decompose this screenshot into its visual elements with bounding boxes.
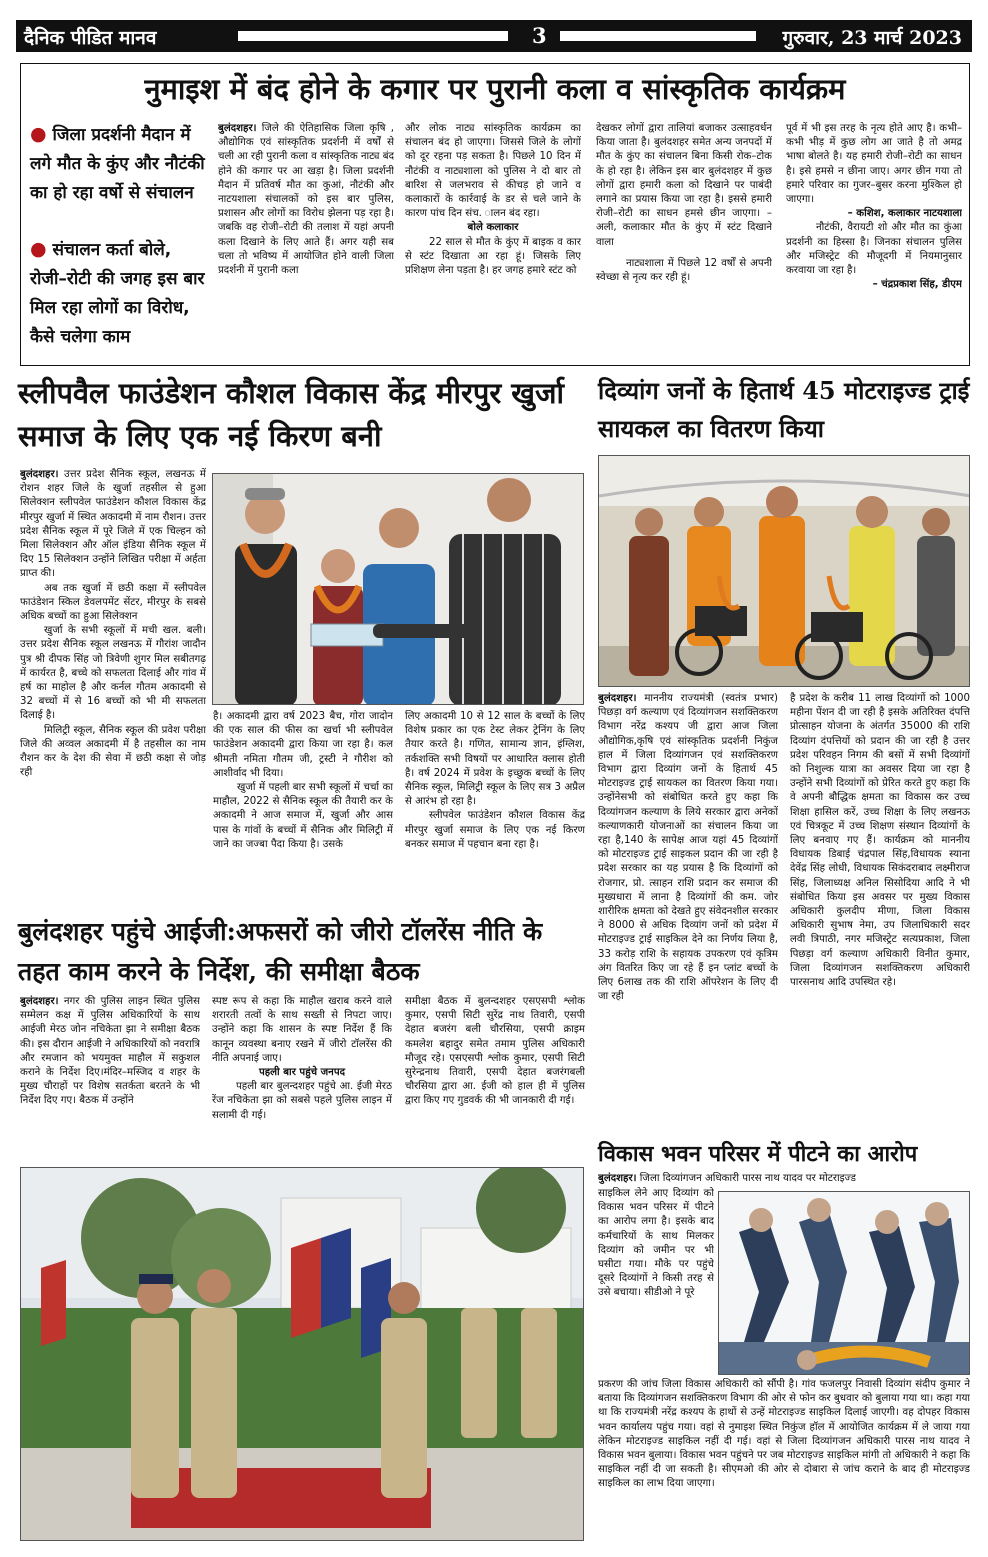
story5-wrap-text: साइकिल लेने आए दिव्यांग को विकास भवन परिसर में पीटने का आरोप लगा है। इसके बाद कर्मचारियों के साथ मिलकर दिव्यांग को जमीन पर भी घसीटा गया। मौके पर पहुंचे दूसरे दिव्यांगों ने किसी तरह से उसे बचाया। सीडीओ ने पूरे — [598, 1188, 714, 1299]
story1-col1-text: जिले की ऐतिहासिक जिला कृषि , औद्योगिक एवं सांस्कृतिक प्रदर्शनी में वर्षों से चली आ रही पुरानी कला व सांस्कृतिक नाट्य बंद होने की कगार पर आ खड़ा है। जिला प्रदर्शनी मैदान में प्रतिवर्ष मौत का कुआं, नौटंकी और नाटयशाला संचालकों को इस बार पुलिस, प्रशासन और लोगों का विरोध झेलना पड़ रहा है। जबकि वह रोजी–रोटी की तलाश में यहां अपनी कला दिखाने के लिए आते हैं। अगर यही सब चला तो भविष्य में आयोजित होने वाली जिला प्रदर्शनी में पुरानी कला — [218, 123, 394, 277]
story3-headline: दिव्यांग जनों के हितार्थ 45 मोटराइज्ड ट्राई सायकल का वितरण किया — [598, 376, 970, 443]
story1-bullet1-text: जिला प्रदर्शनी मैदान में लगे मौत के कुंए और नौटंकी का हो रहा वर्षो से संचालन — [30, 125, 205, 203]
police-salute-photo — [20, 1167, 584, 1541]
story1-signature1: – कशिश, कलाकार नाटयशाला — [847, 208, 962, 220]
story4-col1-text: नगर की पुलिस लाइन स्थित पुलिस सम्मेलन कक्ष में पुलिस अधिकारियों के साथ आईजी मेरठ जोन नचिकेता झा ने समीक्षा बैठक की। इस दौरान आईजी ने अधिकारियों को नवरात्रि और रमजान को भयमुक्त माहौल में सकुशल कराने के निर्देश दिए।मंदिर–मस्जिद व शहर के मुख्य चौराहों पर विशेष सतर्कता बरतने के भी निर्देश दिए गए। बैठक में उन्होंने — [20, 996, 200, 1107]
story4-col3-text: समीक्षा बैठक में बुलन्दशहर एसएसपी श्लोक कुमार, एसपी सिटी सुरेंद्र नाथ तिवारी, एसपी देहात बजरंग बली चौरसिया, एसपी क्राइम कमलेश बहादुर समेत तमाम पुलिस अधिकारी मौजूद रहे। एसएसपी श्लोक कुमार, एसपी सिटी सुरेन्द्रनाथ तिवारी, एसपी देहात बजरंगबली चौरसिया द्वारा आ. ईजी को हाल ही में पुलिस द्वारा किए गए गुडवर्क की भी जानकारी दी गई। — [405, 996, 585, 1107]
dateline: बुलंदशहर। — [218, 123, 257, 134]
tricycle-distribution-illustration — [599, 456, 970, 687]
dateline: बुलंदशहर। — [598, 1173, 637, 1184]
story5-lead-text: जिला दिव्यांगजन अधिकारी पारस नाथ यादव पर मोटराइज्ड — [639, 1173, 856, 1184]
story2-col1a: उत्तर प्रदेश सैनिक स्कूल, लखनऊ में रोशन शहर जिले के खुर्जा तहसील से हुआ सिलेक्शन स्लीपवेल फाउंडेशन कौशल विकास केंद्र मीरपुर खुर्जा में स्थित अकादमी में नाम रौशन। उत्तर प्रदेश सैनिक स्कूल में पूरे जिले में एक चिल्हन को मिला सिलेक्शन और ऑल इंडिया सैनिक स्कूल में दिए 15 सिलेक्शन उन्होंने लिखित परीक्षा में अर्हता प्राप्त की। — [20, 469, 206, 580]
story1-col2a: और लोक नाट्य सांस्कृतिक कार्यक्रम का संचालन बंद हो जाएगा। जिससे जिले के लोगों को दूर रहना पड़ सकता है। पिछले 10 दिन में नौटंकी व नाट्यशाला को पुलिस ने दो बार तो बारिश से जलभराव से कीचड़ हो जाने व कलाकारों के कार्रवाई के डर से चले जाने के कारण पांच दिन संच. ालन बंद रहा। — [405, 123, 581, 220]
bullet-dot: ● — [30, 238, 47, 260]
bullet-dot: ● — [30, 123, 47, 145]
story2-col3 — [405, 710, 585, 906]
story1-subhead: बोले कलाकार — [467, 222, 519, 234]
story5-headline: विकास भवन परिसर में पीटने का आरोप — [598, 1141, 918, 1167]
story1-col2b: 22 साल से मौत के कुंए में बाइक व कार से स्टंट दिखाता आ रहा हूं। जिसके लिए प्रशिक्षण लेना पड़ता है। हर जगह हमारे स्टंट को — [405, 236, 581, 277]
story4-headline: बुलंदशहर पहुंचे आईजी:अफसरों को जीरो टॉलरेंस नीति के तहत काम करने के निर्देश, की समीक्षा बैठक — [18, 917, 543, 986]
story1-signature2: – चंद्रप्रकाश सिंह, डीएम — [872, 279, 962, 291]
story3-col1-text: माननीय राज्यमंत्री (स्वतंत्र प्रभार) पिछड़ा वर्ग कल्याण एवं दिव्यांगजन सशक्तिकरण विभाग नरेंद्र कश्यप जी द्वारा आज जिला औद्योगिक,कृषि एवं सांस्कृतिक प्रदर्शनी निकुंज हाल में जिला दिव्यांगजन एवं सशक्तिकरण विभाग द्वारा दिव्यांग जनों के हितार्थ 45 मोटराइज्ड ट्राई सायकल का वितरण किया गया।उन्होंनेसभी को संबोधित करते हुए कहा कि दिव्यांगजन कल्याण के लिये सरकार द्वारा अनेकों कल्याणकारी योजनाओं का संचालन किया जा रहा है,140 के सापेक्ष आज यहां 45 दिव्यांगों को मोटराइज्ड ट्राई साइकल प्रदान की जा रही है प्रदेश सरकार का यह प्रयास है कि दिव्यांगों को रोजगार, प्रो. त्साहन राशि प्रदान कर समाज की मुख्यधारा में लाना है दिव्यांगों की कम. जोर शारीरिक क्षमता को देखते हुए संवेदनशील सरकार ने 8000 से अधिक दिव्यांग जनों को प्रदेश में मोटराइज्ड ट्राई साइकिल देने का निर्णय लिया है, 33 करोड़ राशि के सहायक उपकरण एवं कृत्रिम अंग वितरित किए जा रहे हैं इन प्लांट बच्चों के लिए 6लाख तक की राशि ऑपरेशन के लिए दी जा रही — [598, 693, 778, 1003]
paper-name: दैनिक पीडित मानव — [24, 27, 157, 49]
story5-wrap — [598, 1187, 714, 1377]
story1-col3b: नाट्यशाला में पिछले 12 वर्षों से अपनी स्वेच्छा से नृत्य कर रही हूं। — [596, 257, 772, 284]
story5-body-text: प्रकरण की जांच जिला विकास अधिकारी को सौंपी है। गांव फजलपुर निवासी दिव्यांग संदीप कुमार ने बताया कि दिव्यांगजन सशक्तिकरण विभाग की ओर से फोन कर बुधवार को बुलाया गया था। कहा गया था कि राज्यमंत्री नरेंद्र कश्यप के हाथों से उन्हें मोटराइज्ड साइकिल दिलाई जाएगी। वह दोपहर विकास भवन कार्यालय पहुंच गया। वहां से नुमाइश स्थित निकुंज हॉल में आयोजित कार्यक्रम में ले जाया गया लेकिन मोटराइज्ड साइकिल नहीं दी गई। वहां से जिला दिव्यांगजन अधिकारी पारस नाथ यादव ने विकास भवन बुलाया। विकास भवन पहुंचने पर जब मोटराइज्ड साइकिल मांगी तो अधिकारी ने कहा कि साइकिल नहीं दी जा सकती है। सीएमओ की ओर से दोबारा से जांच कराने के बाद ही मोटराइज्ड साइकिल का लाभ दिया जाएगा। — [598, 1379, 970, 1490]
dateline: बुलंदशहर। — [598, 693, 637, 704]
assault-cartoon-illustration — [719, 1192, 970, 1375]
masthead-band-right — [560, 31, 756, 41]
assault-cartoon — [718, 1191, 970, 1375]
story3-col2-text: है प्रदेश के करीब 11 लाख दिव्यांगों को 1000 महीना पेंशन दी जा रही है इसके अतिरिक्त दंपत्ति प्रोत्साहन योजना के अंतर्गत 35000 की राशि दिव्यांग दंपत्तियों को प्रदान की जा रही है उत्तर प्रदेश परिवहन निगम की बसों में सभी दिव्यांगों को निशुल्क यात्रा का अवसर दिया जा रहा है उन्होंने सभी दिव्यांगों को प्रेरित करते हुए कहा कि वे अपनी बौद्धिक क्षमता का विकास कर उच्च शिक्षा हासिल करें, उच्च शिक्षा के लिए लखनऊ एवं चित्रकूट में उच्च शिक्षण संस्थान दिव्यांगों के लिए बनवाए गए हैं। कार्यक्रम को माननीय विधायक डिबाई चंद्रपाल सिंह,विधायक स्याना देवेंद्र सिंह लोधी, विधायक सिकंदराबाद लक्ष्मीराज सिंह, जिलाध्यक्ष अनिल सिसोदिया आदि ने भी संबोधित किया इस अवसर पर मुख्य विकास अधिकारी कुलदीप मीणा, जिला विकास अधिकारी सुभाष नेमा, उप जिलाधिकारी सदर लवी त्रिपाठी, नगर मजिस्ट्रेट सत्यप्रकाश, जिला पिछड़ा वर्ग कल्याण अधिकारी विनीत कुमार, जिला दिव्यांगजन सशक्तिकरण अधिकारी पारसनाथ आदि उपस्थित रहे। — [790, 693, 970, 989]
story4-col3 — [405, 995, 585, 1163]
story2-col1b: अब तक खुर्जा में छठी कक्षा में स्लीपवेल फाउंडेशन स्किल डेवलपमेंट सेंटर, मीरपुर के सबसे अधिक बच्चों का हुआ सिलेक्शन — [20, 582, 206, 623]
story2-col2 — [213, 710, 393, 906]
page-number: 3 — [532, 23, 547, 48]
story2-col3b: स्लीपवेल फाउंडेशन कौशल विकास केंद्र मीरपुर खुर्जा समाज के लिए एक नई किरण बनकर समाज में पहचान बना रहा है। — [405, 810, 585, 850]
story3-col1 — [598, 692, 778, 1132]
story1-bullet1 — [30, 120, 206, 208]
story1-col2 — [405, 122, 581, 358]
story2-col1d: मिलिट्री स्कूल, सैनिक स्कूल की प्रवेश परीक्षा जिले की अव्वल अकादमी में है तहसील का नाम रौशन कर के देश की सेवा में छठी कक्षा से जोड़ रही — [20, 724, 206, 779]
story4-col2b: पहली बार बुलन्दशहर पहुंचे आ. ईजी मेरठ रेंज नचिकेता झा को सबसे पहले पुलिस लाइन में सलामी दी गई। — [212, 1081, 392, 1121]
story2-headline: स्लीपवैल फाउंडेशन कौशल विकास केंद्र मीरपुर खुर्जा समाज के लिए एक नई किरण बनी — [18, 376, 565, 453]
masthead — [16, 20, 972, 52]
story1-col3a: देखकर लोगों द्वारा तालियां बजाकर उत्साहवर्धन किया जाता है। बुलंदशहर समेत अन्य जनपदों में मौत के कुंए का संचालन बिना किसी रोक–टोक के हो रहा है। लेकिन इस बार बुलंदशहर में कुछ लोगों द्वारा हमारी कला को दिखाने पर पाबंदी लगाने का प्रयास किया जा रहा है। इससे हमारी रोजी–रोटी का साधन हमसे छीन जाएगा। – अली, कलाकार मौत के कुंए में स्टंट दिखाने वाला — [596, 123, 772, 248]
dateline: बुलंदशहर। — [20, 996, 59, 1007]
story1-bullet2 — [30, 235, 206, 352]
issue-date: गुरुवार, 23 मार्च 2023 — [782, 27, 962, 49]
story2-col2b: खुर्जा में पहली बार सभी स्कूलों में चर्चा का माहौल, 2022 से सैनिक स्कूल की तैयारी कर के अकादमी ने आज समाज में, खुर्जा और आस पास के गांवों के बच्चों में सैनिक और मिलिट्री में जाने का जज्बा पैदा किया है। उसके — [213, 782, 393, 850]
story2-col1 — [20, 468, 206, 906]
story1-col4 — [786, 122, 962, 358]
story5-body — [598, 1378, 970, 1533]
skill-centre-photo — [212, 473, 584, 705]
story2-col2a: है। अकादमी द्वारा वर्ष 2023 बैच, गोरा जादोन की एक साल की फीस का खर्चा भी स्लीपवेल फाउंडेशन अकादमी द्वारा किया जा रहा है। कल श्रीमती नमिता गौतम जी, ट्रस्टी ने गौरीश को आशीर्वाद भी दिया। — [213, 711, 393, 779]
story1-col4b: नौटंकी, वैरायटी शो और मौत का कुंआ प्रदर्शनी का हिस्सा है। जिनका संचालन पुलिस और मजिस्ट्रेट की मौजूदगी में नियमानुसार करवाया जा रहा है। — [786, 222, 962, 277]
story4-col2 — [212, 995, 392, 1163]
story4-col1 — [20, 995, 200, 1163]
skill-centre-illustration — [213, 474, 584, 705]
story3-col2 — [790, 692, 970, 1132]
masthead-band-left — [238, 31, 508, 41]
story1-col3 — [596, 122, 772, 358]
story1-col1 — [218, 122, 394, 358]
dateline: बुलंदशहर। — [20, 469, 59, 480]
story2-col1c: खुर्जा के सभी स्कूलों में मची खल. बली। उत्तर प्रदेश सैनिक स्कूल लखनऊ में गौरांश जादौन पुत्र श्री दीपक सिंह जो त्रिवेणी शुगर मिल सबीतगढ़ में कार्यरत है, बच्चे को सफलता दिलाई और गांव में हर्ष का माहोल है और कर्नल गौतम अकादमी से 32 बच्चों में से 16 बच्चों को भी मी सफलता दिलाई है। — [20, 625, 206, 722]
story5-lead — [598, 1172, 970, 1188]
story1-headline: नुमाइश में बंद होने के कगार पर पुरानी कला व सांस्कृतिक कार्यक्रम — [144, 72, 846, 106]
story4-subhead: पहली बार पहुंचे जनपद — [258, 1067, 346, 1079]
story1-bullet2-text: संचालन कर्ता बोले, रोजी–रोटी की जगह इस बार मिल रहा लोगों का विरोध, कैसे चलेगा काम — [30, 240, 205, 347]
tricycle-photo — [598, 455, 970, 687]
police-salute-illustration — [21, 1168, 584, 1541]
story2-col3a: लिए अकादमी 10 से 12 साल के बच्चों के लिए विशेष प्रकार का एक टेस्ट लेकर ट्रेनिंग के लिए तैयार करते है। गणित, सामान्य ज्ञान, इंग्लिश, तर्कशक्ति सभी विषयों पर आधारित क्लास होती है। वर्ष 2024 में प्रवेश के इच्छुक बच्चों के लिए सैनिक स्कूल, मिलिट्री स्कूल के लिए सत्र 3 अप्रैल से आरंभ हो रहा है। — [405, 711, 585, 808]
story1-col4a: पूर्व में भी इस तरह के नृत्य होते आए है। कभी–कभी भीड़ में कुछ लोग आ जाते है तो अमद्र भाषा बोलते है। यह हमारी रोजी–रोटी का साधन है। इसे हमसे न छीना जाए। अगर छीन गया तो हमारे परिवार का गुजर–बुसर करना मुश्किल हो जाएगा। — [786, 123, 962, 206]
story4-col2a: स्पष्ट रूप से कहा कि माहौल खराब करने वाले शरारती तत्वों के साथ सख्ती से निपटा जाए। उन्होंने कहा कि शासन के स्पष्ट निर्देश हैं कि कानून व्यवस्था बनाए रखने में जीरो टॉलरेंस की नीति अपनाई जाए। — [212, 996, 392, 1064]
